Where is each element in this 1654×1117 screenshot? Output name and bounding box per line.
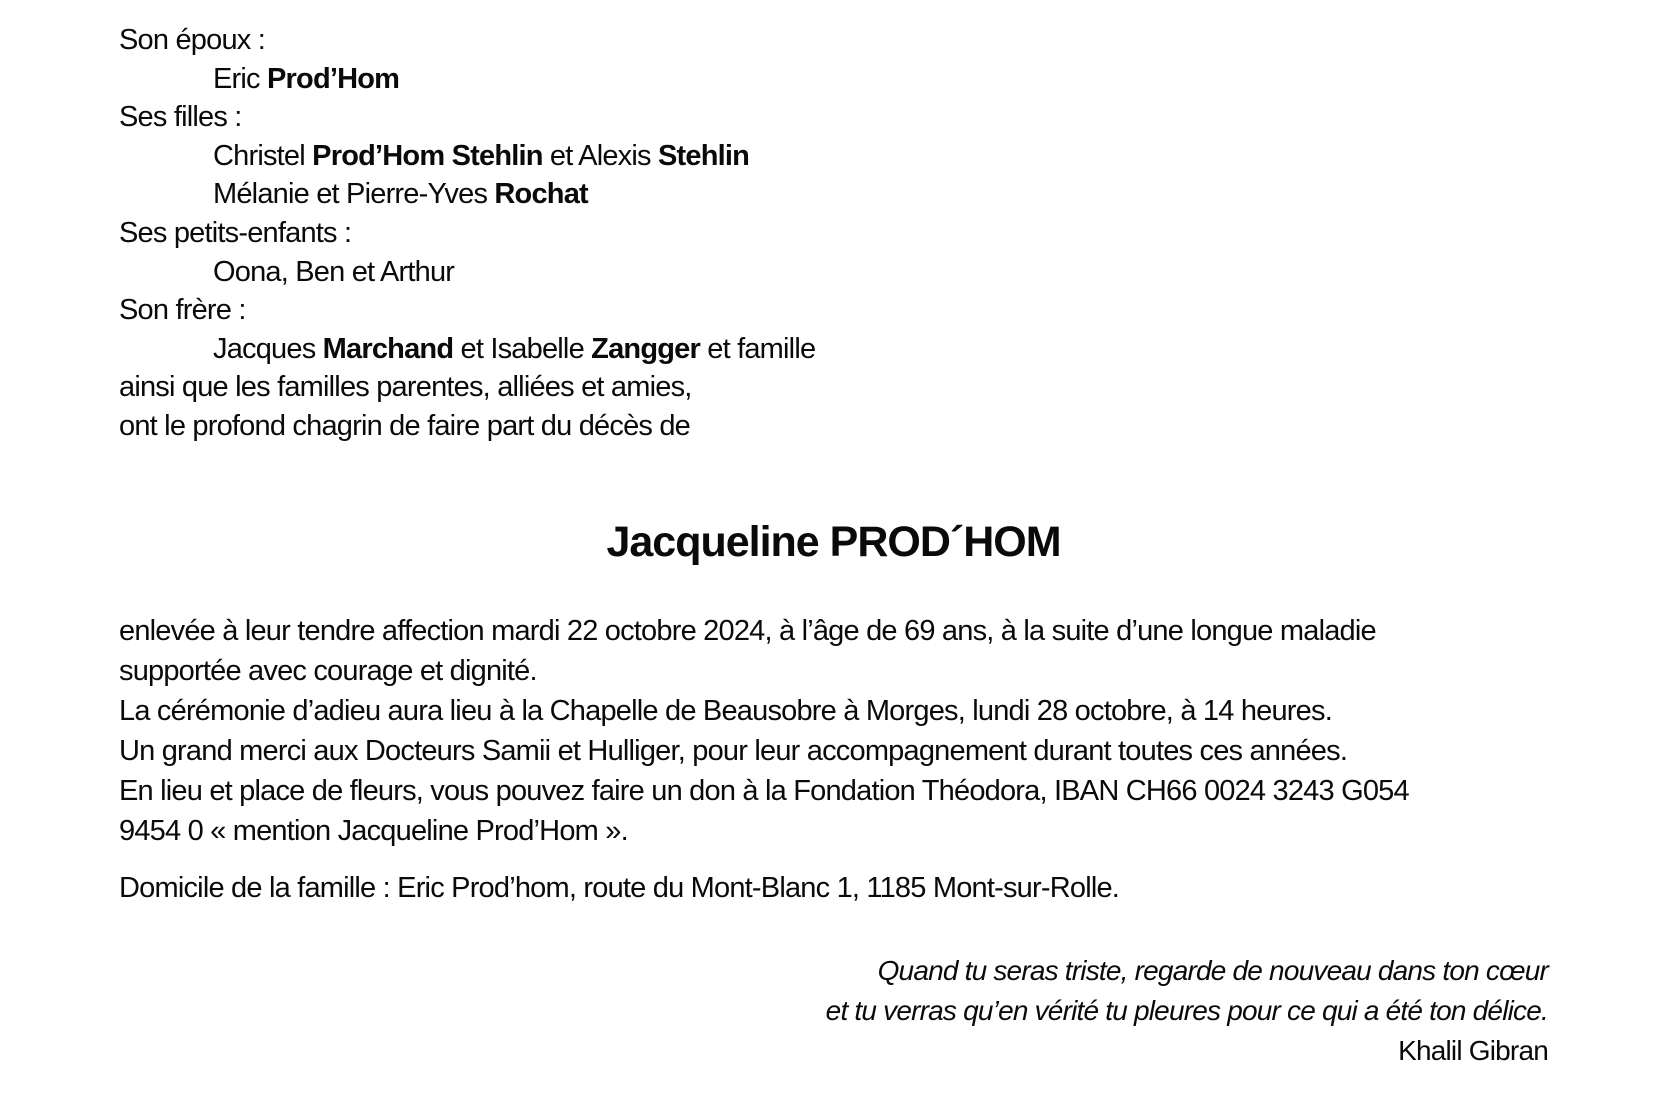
announcement-line: enlevée à leur tendre affection mardi 22 octobre 2024, à l’âge de 69 ans, à la suite d’une longue maladie [119,614,1376,647]
quote-attribution: Khalil Gibran [1398,1034,1548,1066]
text-segment: Mélanie et Pierre-Yves [213,178,495,211]
text-segment: Christel [213,139,313,172]
text-segment: Son époux : [119,24,265,56]
family-line-grandchildren [119,253,1548,292]
text-segment: Jacques [213,332,323,365]
announcement-line: Un grand merci aux Docteurs Samii et Hulliger, pour leur accompagnement durant toutes ces années. [119,734,1348,767]
deceased-name-title: Jacqueline PROD´HOM [606,517,1061,566]
text-segment: ainsi que les familles parentes, alliées et amies, [119,371,692,404]
text-segment: Oona, Ben et Arthur [213,255,455,288]
family-section [119,21,1548,446]
text-segment-bold: Rochat [494,178,588,211]
text-segment-bold: Prod’Hom [267,62,400,95]
text-segment: Ses filles : [119,101,242,134]
quote-line: Quand tu seras triste, regarde de nouveau dans ton cœur [877,954,1548,986]
family-line-brother-label [119,291,1548,330]
text-segment: et Isabelle [453,332,592,365]
text-segment-bold: Zangger [591,332,700,365]
family-line-families [119,368,1548,407]
announcement-section [119,611,1548,851]
announcement-line: En lieu et place de fleurs, vous pouvez faire un don à la Fondation Théodora, IBAN CH66 0024 3243 G054 [119,774,1409,807]
family-line-daughter-1 [119,137,1548,176]
text-segment: ont le profond chagrin de faire part du décès de [119,409,691,442]
text-segment: et Alexis [542,139,658,172]
text-segment: Eric [213,62,268,95]
family-line-daughter-2 [119,175,1548,214]
family-line-grandchildren-label [119,214,1548,253]
text-segment-bold: Prod’Hom Stehlin [312,139,543,172]
quote-section [119,951,1548,1071]
announcement-line: La cérémonie d’adieu aura lieu à la Chapelle de Beausobre à Morges, lundi 28 octobre, à 14 heures. [119,694,1332,727]
family-line-spouse-name [119,60,1548,99]
quote-line: et tu verras qu’en vérité tu pleures pour ce qui a été ton délice. [825,994,1548,1026]
family-line-brother [119,330,1548,369]
announcement-line: supportée avec courage et dignité. [119,654,537,687]
text-segment: Son frère : [119,294,246,327]
family-line-sorrow [119,407,1548,446]
text-segment: Ses petits-enfants : [119,216,352,249]
text-segment-bold: Stehlin [658,139,750,172]
family-line-spouse-label [119,21,1548,60]
family-line-daughters-label [119,98,1548,137]
domicile-line: Domicile de la famille : Eric Prod’hom, route du Mont-Blanc 1, 1185 Mont-sur-Rolle. [119,871,1120,904]
announcement-line: 9454 0 « mention Jacqueline Prod’Hom ». [119,814,628,847]
text-segment-bold: Marchand [322,332,454,365]
text-segment: et famille [699,332,816,365]
